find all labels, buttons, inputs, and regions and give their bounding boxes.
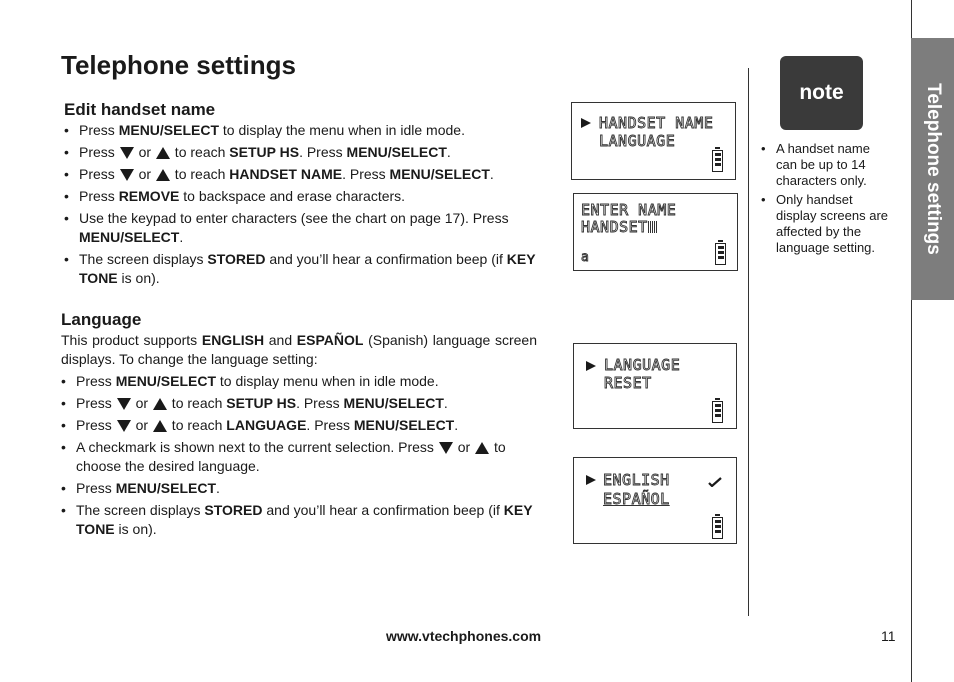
list-item: • Press or to reach HANDSET NAME. Press MENU/SELECT.	[64, 165, 544, 184]
list-item: • Press or to reach SETUP HS. Press MENU/SELECT.	[61, 394, 538, 413]
list-item: • The screen displays STORED and you’ll hear a confirmation beep (if KEY TONE is on).	[64, 250, 544, 288]
down-arrow-icon	[117, 420, 131, 432]
lcd-line: HANDSET NAME	[599, 114, 714, 132]
page-title: Telephone settings	[61, 50, 296, 80]
up-arrow-icon	[156, 147, 170, 159]
lcd-line: RESET	[604, 374, 652, 392]
lcd-screen-language-select	[573, 457, 737, 544]
list-item: • Press or to reach LANGUAGE. Press MENU/SELECT.	[61, 416, 538, 435]
list-item: • Press REMOVE to backspace and erase characters.	[64, 187, 544, 206]
lcd-screen-enter-name	[573, 193, 738, 271]
down-arrow-icon	[439, 442, 453, 454]
up-arrow-icon	[153, 398, 167, 410]
selection-arrow-icon	[586, 361, 596, 371]
list-item: • Press or to reach SETUP HS. Press MENU/SELECT.	[64, 143, 544, 162]
lcd-line: LANGUAGE	[599, 132, 676, 150]
list-item: • The screen displays STORED and you’ll hear a confirmation beep (if KEY TONE is on).	[61, 501, 538, 539]
page-number: 11	[881, 628, 896, 644]
language-intro: This product supports ENGLISH and ESPAÑOL (Spanish) language screen displays. To change the language setting:	[61, 332, 537, 367]
side-tab	[911, 38, 954, 300]
battery-icon	[715, 243, 726, 265]
list-item: • A handset name can be up to 14 characters only.	[761, 141, 891, 189]
lcd-line: ENTER NAME	[581, 201, 677, 219]
down-arrow-icon	[117, 398, 131, 410]
lcd-screen-language	[573, 343, 737, 429]
list-item: • Press MENU/SELECT to display the menu when in idle mode.	[64, 121, 544, 140]
selection-arrow-icon	[586, 475, 596, 485]
list-item: • Press MENU/SELECT.	[61, 479, 538, 498]
language-heading: Language	[61, 310, 142, 329]
list-item: • Use the keypad to enter characters (see the chart on page 17). Press MENU/SELECT.	[64, 209, 544, 247]
lcd-line: ENGLISH	[603, 471, 670, 489]
lcd-line: HANDSET	[581, 218, 658, 236]
battery-icon	[712, 517, 723, 539]
up-arrow-icon	[156, 169, 170, 181]
list-item: • A checkmark is shown next to the current selection. Press or to choose the desired language.	[61, 438, 538, 476]
edit-handset-heading: Edit handset name	[64, 100, 216, 119]
footer-url: www.vtechphones.com	[386, 628, 542, 644]
list-item: • Only handset display screens are affected by the language setting.	[761, 192, 891, 256]
down-arrow-icon	[120, 147, 134, 159]
selection-arrow-icon	[581, 118, 591, 128]
up-arrow-icon	[475, 442, 489, 454]
language-list	[61, 372, 538, 542]
lcd-line: LANGUAGE	[604, 356, 681, 374]
list-item: • Press MENU/SELECT to display menu when in idle mode.	[61, 372, 538, 391]
note-icon: note	[780, 56, 863, 130]
lcd-line: a	[581, 250, 590, 265]
lcd-line: ESPAÑOL	[603, 490, 670, 508]
up-arrow-icon	[153, 420, 167, 432]
cursor-icon	[648, 221, 658, 233]
note-list	[761, 141, 891, 259]
battery-icon	[712, 401, 723, 423]
lcd-screen-menu	[571, 102, 736, 180]
checkmark-icon	[708, 477, 722, 487]
column-divider	[748, 68, 749, 616]
down-arrow-icon	[120, 169, 134, 181]
battery-icon	[712, 150, 723, 172]
edit-handset-list	[64, 121, 544, 291]
side-tab-label: Telephone settings	[922, 83, 944, 255]
